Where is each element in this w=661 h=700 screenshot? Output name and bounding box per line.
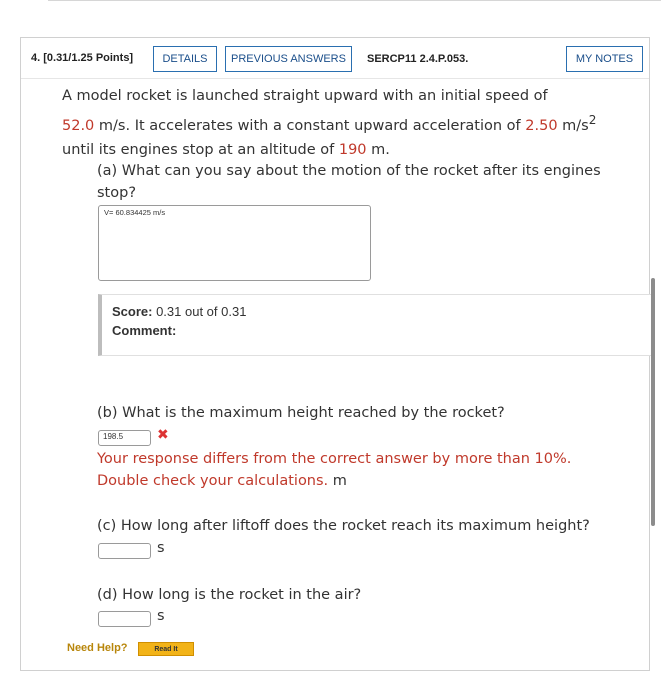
header-divider (21, 78, 649, 79)
problem-text-1: A model rocket is launched straight upward with an initial speed of (62, 88, 548, 104)
problem-text-4: until its engines stop at an altitude of (62, 141, 339, 158)
part-d-unit: s (157, 608, 165, 624)
part-d-prompt: (d) How long is the rocket in the air? (97, 587, 362, 603)
score-value: 0.31 out of 0.31 (152, 304, 247, 319)
score-label: Score: (112, 304, 153, 319)
details-button[interactable]: DETAILS (153, 46, 217, 72)
part-b-feedback (97, 448, 617, 492)
x-mark-icon: ✖ (157, 427, 169, 443)
need-help-label: Need Help? (67, 642, 128, 654)
question-header (21, 44, 649, 74)
part-c-prompt: (c) How long after liftoff does the rocket reach its maximum height? (97, 518, 590, 534)
problem-altitude-value: 190 (338, 141, 367, 158)
question-code: SERCP11 2.4.P.053. (367, 53, 469, 65)
problem-text-3: m/s (557, 117, 589, 134)
part-d-answer-input[interactable] (98, 611, 151, 627)
top-divider (48, 0, 661, 1)
part-a-prompt: (a) What can you say about the motion of the rocket after its engines stop? (97, 163, 601, 201)
score-box (98, 294, 651, 356)
part-c-unit: s (157, 540, 165, 556)
score-line (112, 304, 641, 319)
previous-answers-button[interactable]: PREVIOUS ANSWERS (225, 46, 352, 72)
problem-text-5: m. (366, 141, 390, 158)
part-b-feedback-text: Your response differs from the correct answer by more than 10%. Double check your calculations. (97, 451, 572, 489)
part-b-unit: m (328, 473, 347, 489)
problem-exponent: 2 (588, 113, 597, 127)
problem-speed-value: 52.0 (62, 117, 95, 134)
part-b-prompt: (b) What is the maximum height reached by the rocket? (97, 405, 505, 421)
problem-accel-value: 2.50 (525, 117, 558, 134)
vertical-scrollbar[interactable] (651, 278, 655, 526)
question-number-points: 4. [0.31/1.25 Points] (31, 52, 134, 64)
part-c-answer-input[interactable] (98, 543, 151, 559)
problem-text-2: m/s. It accelerates with a constant upward acceleration of (94, 117, 526, 134)
part-a-answer-textarea[interactable]: V= 60.834425 m/s (98, 205, 371, 281)
my-notes-button[interactable]: MY NOTES (566, 46, 643, 72)
comment-label: Comment: (112, 323, 177, 338)
part-b-answer-input[interactable]: 198.5 (98, 430, 151, 446)
problem-statement (62, 84, 637, 162)
question-panel (20, 37, 650, 671)
read-it-button[interactable]: Read It (138, 642, 194, 656)
